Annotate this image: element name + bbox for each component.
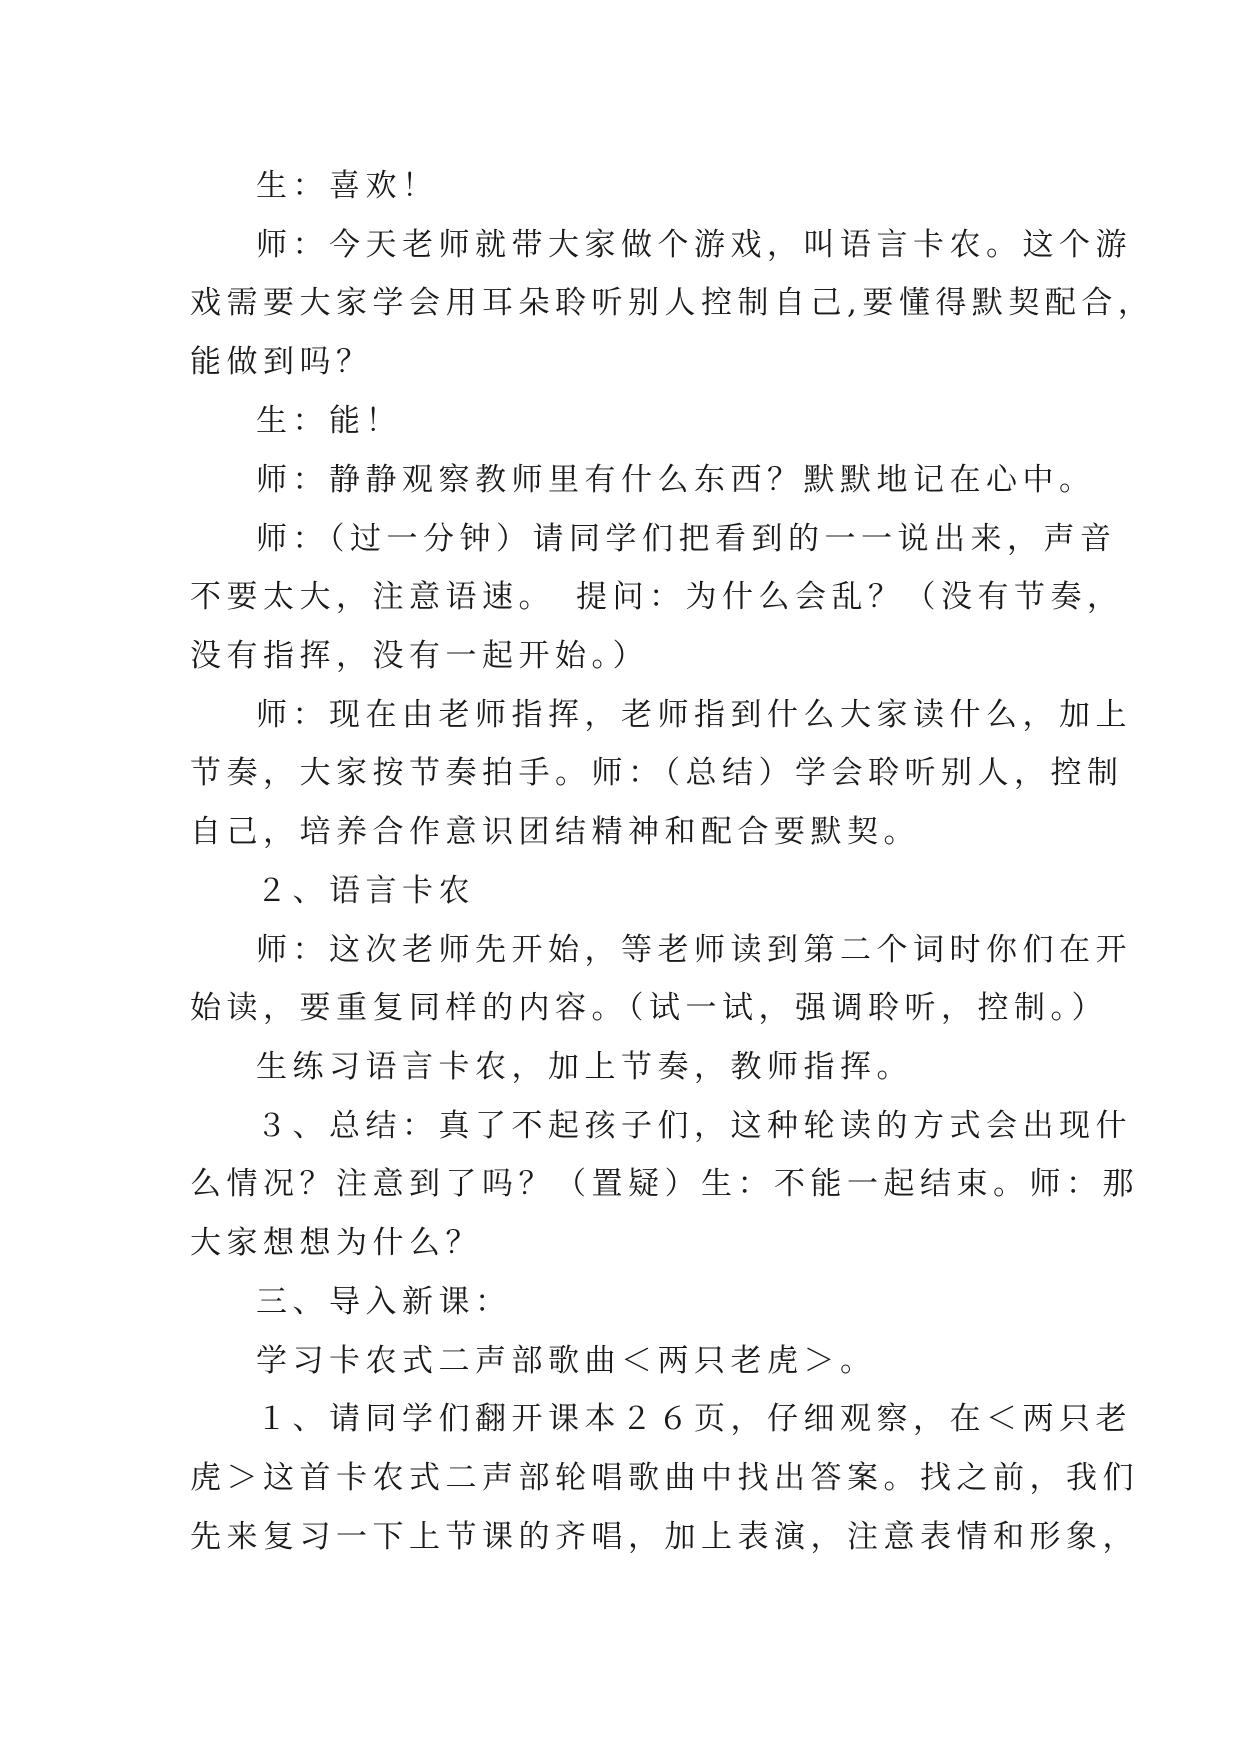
- text-line: １、请同学们翻开课本２６页，仔细观察，在＜两只老: [256, 1401, 1132, 1437]
- text-line: 师：静静观察教师里有什么东西？默默地记在心中。: [256, 462, 1096, 498]
- text-line: 学习卡农式二声部歌曲＜两只老虎＞。: [256, 1343, 877, 1379]
- text-line: 不要太大，注意语速。 提问：为什么会乱？（没有节奏，: [190, 579, 1124, 615]
- text-line: 节奏，大家按节奏拍手。师：（总结）学会聆听别人，控制: [190, 755, 1124, 791]
- section-heading: 三、导入新课：: [256, 1284, 512, 1320]
- text-line: 戏需要大家学会用耳朵聆听别人控制自己,要懂得默契配合，: [190, 285, 1155, 321]
- text-line: ３、总结：真了不起孩子们，这种轮读的方式会出现什: [256, 1108, 1132, 1144]
- text-line: 自己，培养合作意识团结精神和配合要默契。: [190, 814, 920, 850]
- text-line: 虎＞这首卡农式二声部轮唱歌曲中找出答案。找之前，我们: [190, 1460, 1139, 1496]
- text-line: 始读，要重复同样的内容。（试一试，强调聆听，控制。）: [190, 990, 1108, 1026]
- text-line: 大家想想为什么？: [190, 1225, 482, 1261]
- section-heading: ２、语言卡农: [256, 873, 475, 909]
- text-line: 师：这次老师先开始，等老师读到第二个词时你们在开: [256, 932, 1132, 968]
- text-line: 生：喜欢！: [256, 168, 439, 204]
- text-line: 能做到吗？: [190, 344, 373, 380]
- text-line: 生练习语言卡农，加上节奏，教师指挥。: [256, 1049, 913, 1085]
- text-line: 师：今天老师就带大家做个游戏，叫语言卡农。这个游: [256, 227, 1132, 263]
- text-line: 生：能！: [256, 403, 402, 439]
- text-line: 师：（过一分钟）请同学们把看到的一一说出来，声音: [256, 521, 1117, 557]
- text-line: 么情况？注意到了吗？（置疑）生：不能一起结束。师：那: [190, 1166, 1139, 1202]
- text-line: 先来复习一下上节课的齐唱，加上表演，注意表情和形象，: [190, 1519, 1139, 1555]
- text-line: 没有指挥，没有一起开始。）: [190, 638, 649, 674]
- text-line: 师：现在由老师指挥，老师指到什么大家读什么，加上: [256, 697, 1132, 733]
